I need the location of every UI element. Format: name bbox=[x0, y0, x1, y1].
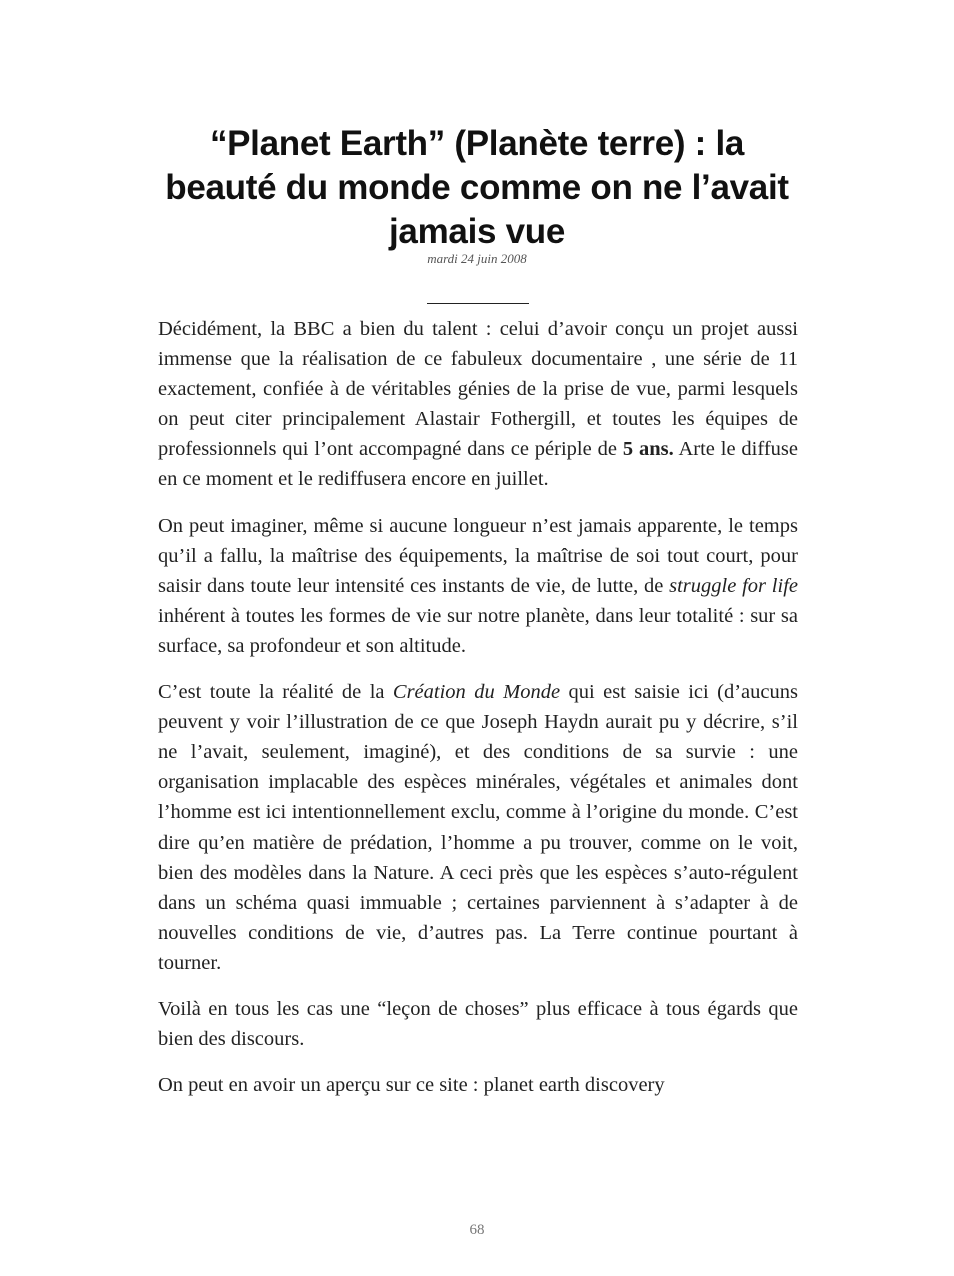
article-date: mardi 24 juin 2008 bbox=[427, 251, 527, 266]
paragraph-2-text-a: On peut imaginer, même si aucune longueur n’est jamais apparente, le temps qu’il a fallu, la maîtrise des équipements, la maîtrise de soi tout court, pour saisir dans toute leur intensité ces instants de vie, de lutte, de bbox=[158, 514, 798, 597]
paragraph-2-italic: struggle for life bbox=[669, 574, 798, 597]
page-number: 68 bbox=[469, 1222, 485, 1238]
paragraph-3-text-b: qui est saisie ici (d’aucuns peuvent y voir l’illustration de ce que Joseph Haydn aurait pu y décrire, s’il ne l’avait, seulement, imaginé), et des conditions de sa survie : une organisation implacable des espèces minérales, végétales et animales dont l’homme est ici intentionnellement exclu, comme à l’origine du monde. C’est dire qu’en matière de prédation, l’homme a pu trouver, comme on le voit, bien des modèles dans la Nature. A ceci près que les espèces s’auto-régulent dans un schéma quasi immuable ; certaines parviennent à s’adapter à de nouvelles conditions de vie, d’autres pas. La Terre continue pourtant à tourner. bbox=[158, 681, 798, 974]
paragraph-2 bbox=[158, 511, 798, 661]
paragraph-3 bbox=[158, 677, 798, 978]
article-title: “Planet Earth” (Planète terre) : la beauté du monde comme on ne l’avait jamais vue bbox=[165, 124, 789, 251]
paragraph-5: On peut en avoir un aperçu sur ce site : planet earth discovery bbox=[158, 1074, 665, 1097]
paragraph-1-bold: 5 ans. bbox=[622, 438, 674, 461]
paragraph-2-text-b: inhérent à toutes les formes de vie sur notre planète, dans leur totalité : sur sa surface, sa profondeur et son altitude. bbox=[158, 604, 798, 657]
paragraph-3-italic: Création du Monde bbox=[392, 681, 561, 704]
article-body bbox=[158, 314, 798, 1116]
paragraph-4: Voilà en tous les cas une “leçon de choses” plus efficace à tous égards que bien des discours. bbox=[158, 997, 798, 1051]
paragraph-1-text-b: Arte le diffuse en ce moment et le rediffusera encore en juillet. bbox=[158, 438, 798, 491]
title-divider bbox=[427, 303, 529, 304]
paragraph-1 bbox=[158, 314, 798, 495]
paragraph-3-text-a: C’est toute la réalité de la bbox=[158, 681, 393, 704]
paragraph-1-text-a: Décidément, la BBC a bien du talent : celui d’avoir conçu un projet aussi immense que la réalisation de ce fabuleux documentaire , une série de 11 exactement, confiée à de véritables génies de la prise de vue, parmi lesquels on peut citer principalement Alastair Fothergill, et toutes les équipes de professionnels qui l’ont accompagné dans ce périple de bbox=[158, 318, 798, 461]
